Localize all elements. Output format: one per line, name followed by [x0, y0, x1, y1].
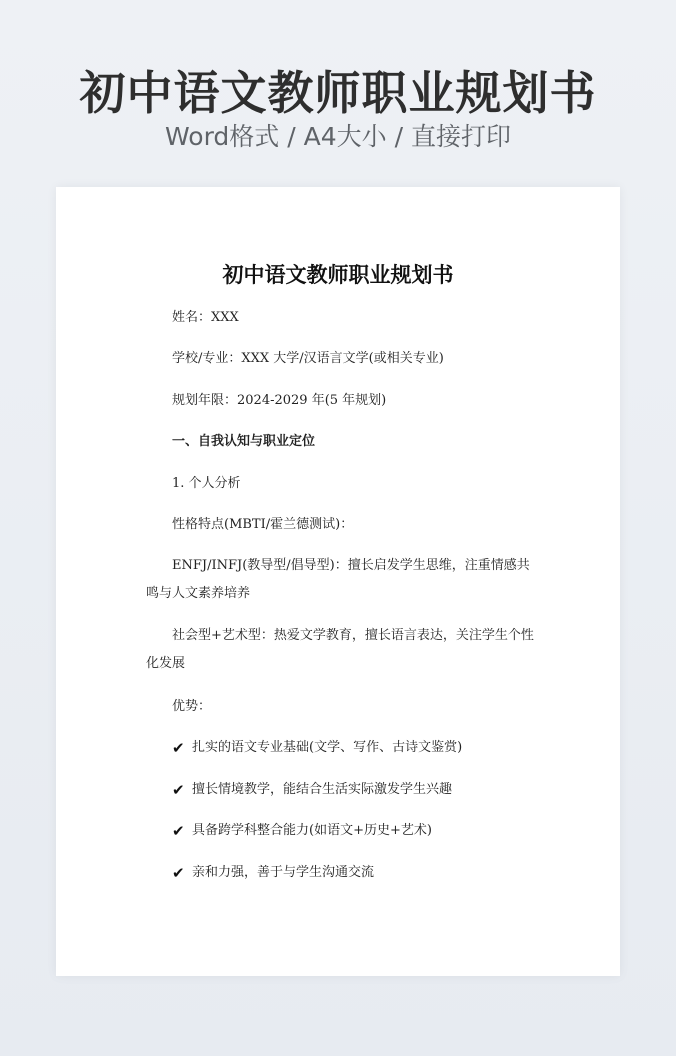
check-icon: ✔: [172, 864, 185, 882]
banner-subtitle: Word格式 / A4大小 / 直接打印: [165, 122, 511, 151]
banner-title: 初中语文教师职业规划书: [79, 66, 597, 120]
check-icon: ✔: [172, 781, 185, 799]
strength-item: 具备跨学科整合能力(如语文+历史+艺术): [192, 823, 432, 838]
sub1-heading: 1. 个人分析: [172, 476, 241, 491]
section1-heading: 一、自我认知与职业定位: [172, 434, 316, 449]
strength-item: 亲和力强，善于与学生沟通交流: [192, 865, 375, 880]
document-title: 初中语文教师职业规划书: [222, 262, 454, 287]
period-line: 规划年限：2024-2029 年(5 年规划): [172, 393, 387, 408]
strengths-label: 优势：: [172, 699, 212, 714]
document-page: [56, 187, 620, 976]
strength-item: 扎实的语文专业基础(文学、写作、古诗文鉴赏): [192, 740, 463, 755]
strength-item: 擅长情境教学，能结合生活实际激发学生兴趣: [192, 782, 453, 797]
personality-label: 性格特点(MBTI/霍兰德测试)：: [172, 517, 354, 532]
check-icon: ✔: [172, 822, 185, 840]
personality-paragraph-1: ENFJ/INFJ(教导型/倡导型)：擅长启发学生思维，注重情感共鸣与人文素养培养: [146, 558, 530, 601]
check-icon: ✔: [172, 739, 185, 757]
school-line: 学校/专业：XXX 大学/汉语言文学(或相关专业): [172, 351, 444, 366]
personality-paragraph-2: 社会型+艺术型：热爱文学教育，擅长语言表达，关注学生个性化发展: [146, 628, 534, 671]
name-line: 姓名：XXX: [172, 310, 239, 325]
